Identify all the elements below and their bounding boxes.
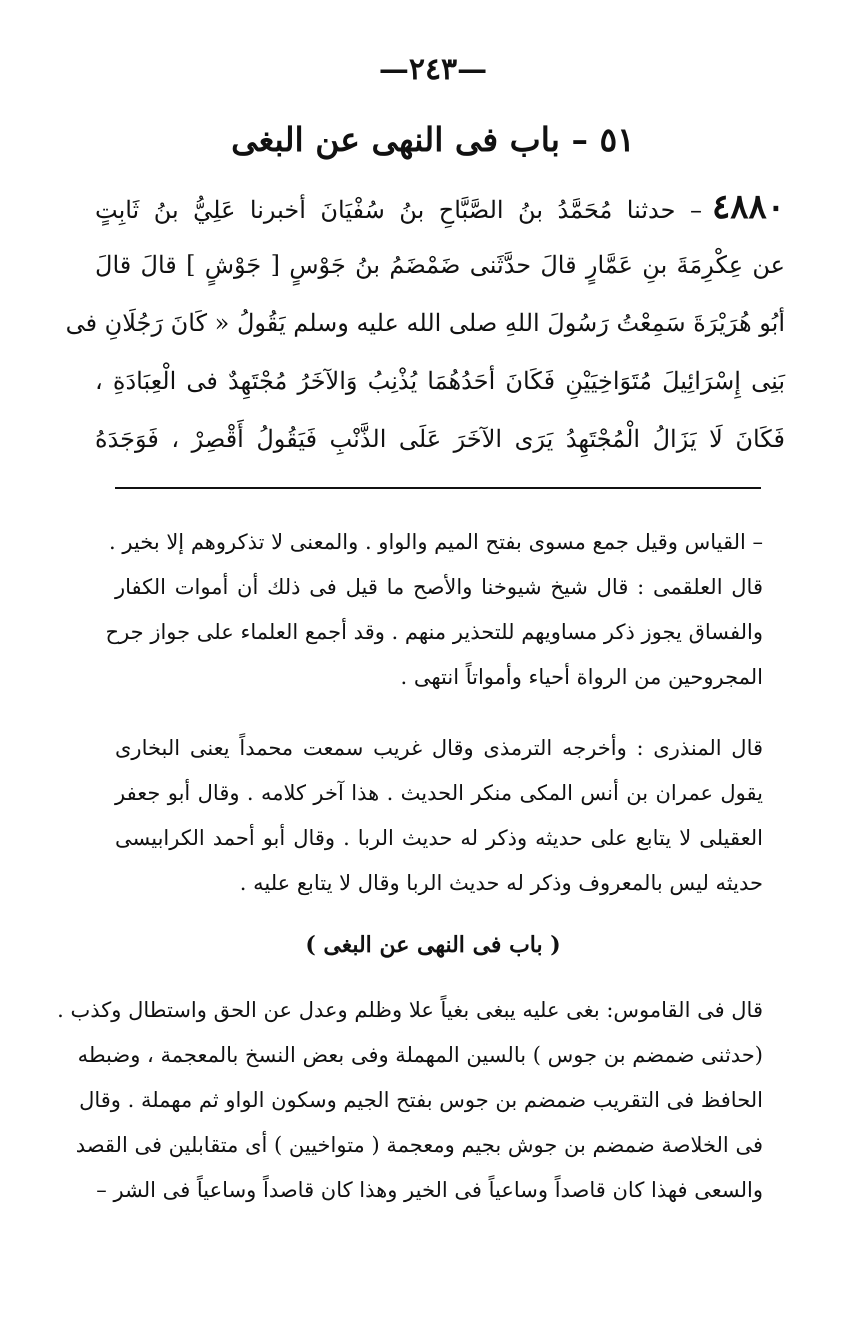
- commentary-line: حديثه ليس بالمعروف وذكر له حديث الربا وقال لا يتابع عليه .: [239, 871, 763, 895]
- hadith-number: ٤٨٨٠: [711, 187, 785, 227]
- commentary-line: والفساق يجوز ذكر مساويهم للتحذير منهم . وقد أجمع العلماء على جواز جرح: [105, 620, 763, 644]
- commentary-line: الحافظ فى التقريب ضمضم بن جوس بفتح الجيم وسكون الواو ثم مهملة . وقال: [79, 1088, 763, 1112]
- hadith-line: عن عِكْرِمَةَ بنِ عَمَّارٍ قالَ حدَّثَنى ضَمْضَمُ بنُ جَوْسٍ [ جَوْشٍ ] قالَ قالَ: [95, 251, 786, 279]
- hadith-line-text: – حدثنا مُحَمَّدُ بنُ الصَّبَّاحِ بنُ سُفْيَانَ أخبرنا عَلِيُّ بنُ ثَابِتٍ: [95, 196, 702, 224]
- commentary-paragraph: [57, 988, 763, 1213]
- hadith-line: [95, 178, 785, 236]
- commentary-line: المجروحين من الرواة أحياء وأمواتاً انتهى .: [400, 665, 763, 689]
- commentary-line: قال العلقمى : قال شيخ شيوخنا والأصح ما قيل فى ذلك أن أموات الكفار: [115, 575, 763, 599]
- commentary-sub-heading: ( باب فى النهى عن البغى ): [305, 932, 561, 958]
- commentary-line: العقيلى لا يتابع على حديثه وذكر له حديث الربا . وقال أبو أحمد الكرابيسى: [115, 826, 763, 850]
- commentary-line: والسعى فهذا كان قاصداً وساعياً فى الخير وهذا كان قاصداً وساعياً فى الشر –: [96, 1178, 763, 1202]
- commentary-line: – القياس وقيل جمع مسوى بفتح الميم والواو . والمعنى لا تذكروهم إلا بخير .: [108, 530, 763, 554]
- commentary-line: يقول عمران بن أنس المكى منكر الحديث . هذا آخر كلامه . وقال أبو جعفر: [115, 781, 763, 805]
- commentary-line: فى الخلاصة ضمضم بن جوش بجيم ومعجمة ( متواخيين ) أى متقابلين فى القصد: [75, 1133, 763, 1157]
- footnote-divider: [115, 487, 761, 489]
- hadith-text: [65, 178, 786, 468]
- page-number: —٢٤٣—: [378, 52, 488, 87]
- commentary-paragraph: [115, 726, 763, 906]
- hadith-line: بَنِى إِسْرَائِيلَ مُتَوَاخِيَيْنِ فَكَانَ أحَدُهُمَا يُذْنِبُ وَالآخَرُ مُجْتَهِدٌ فى الْعِبَادَةِ ،: [95, 367, 785, 395]
- chapter-title: ٥١ – باب فى النهى عن البغى: [231, 120, 635, 159]
- commentary-line: (حدثنى ضمضم بن جوس ) بالسين المهملة وفى بعض النسخ بالمعجمة ، وضبطه: [77, 1043, 763, 1067]
- hadith-line: فَكَانَ لَا يَزَالُ الْمُجْتَهِدُ يَرَى الآخَرَ عَلَى الذَّنْبِ فَيَقُولُ أَقْصِرْ ، فَوَجَدَهُ: [95, 425, 785, 453]
- hadith-line: أبُو هُرَيْرَةَ سَمِعْتُ رَسُولَ اللهِ صلى الله عليه وسلم يَقُولُ « كَانَ رَجُلَانِ فى: [65, 309, 785, 337]
- commentary-paragraph: [105, 520, 763, 700]
- commentary-line: قال المنذرى : وأخرجه الترمذى وقال غريب سمعت محمداً يعنى البخارى: [115, 736, 763, 760]
- commentary-line: قال فى القاموس: بغى عليه يبغى بغياً علا وظلم وعدل عن الحق واستطال وكذب .: [57, 998, 763, 1022]
